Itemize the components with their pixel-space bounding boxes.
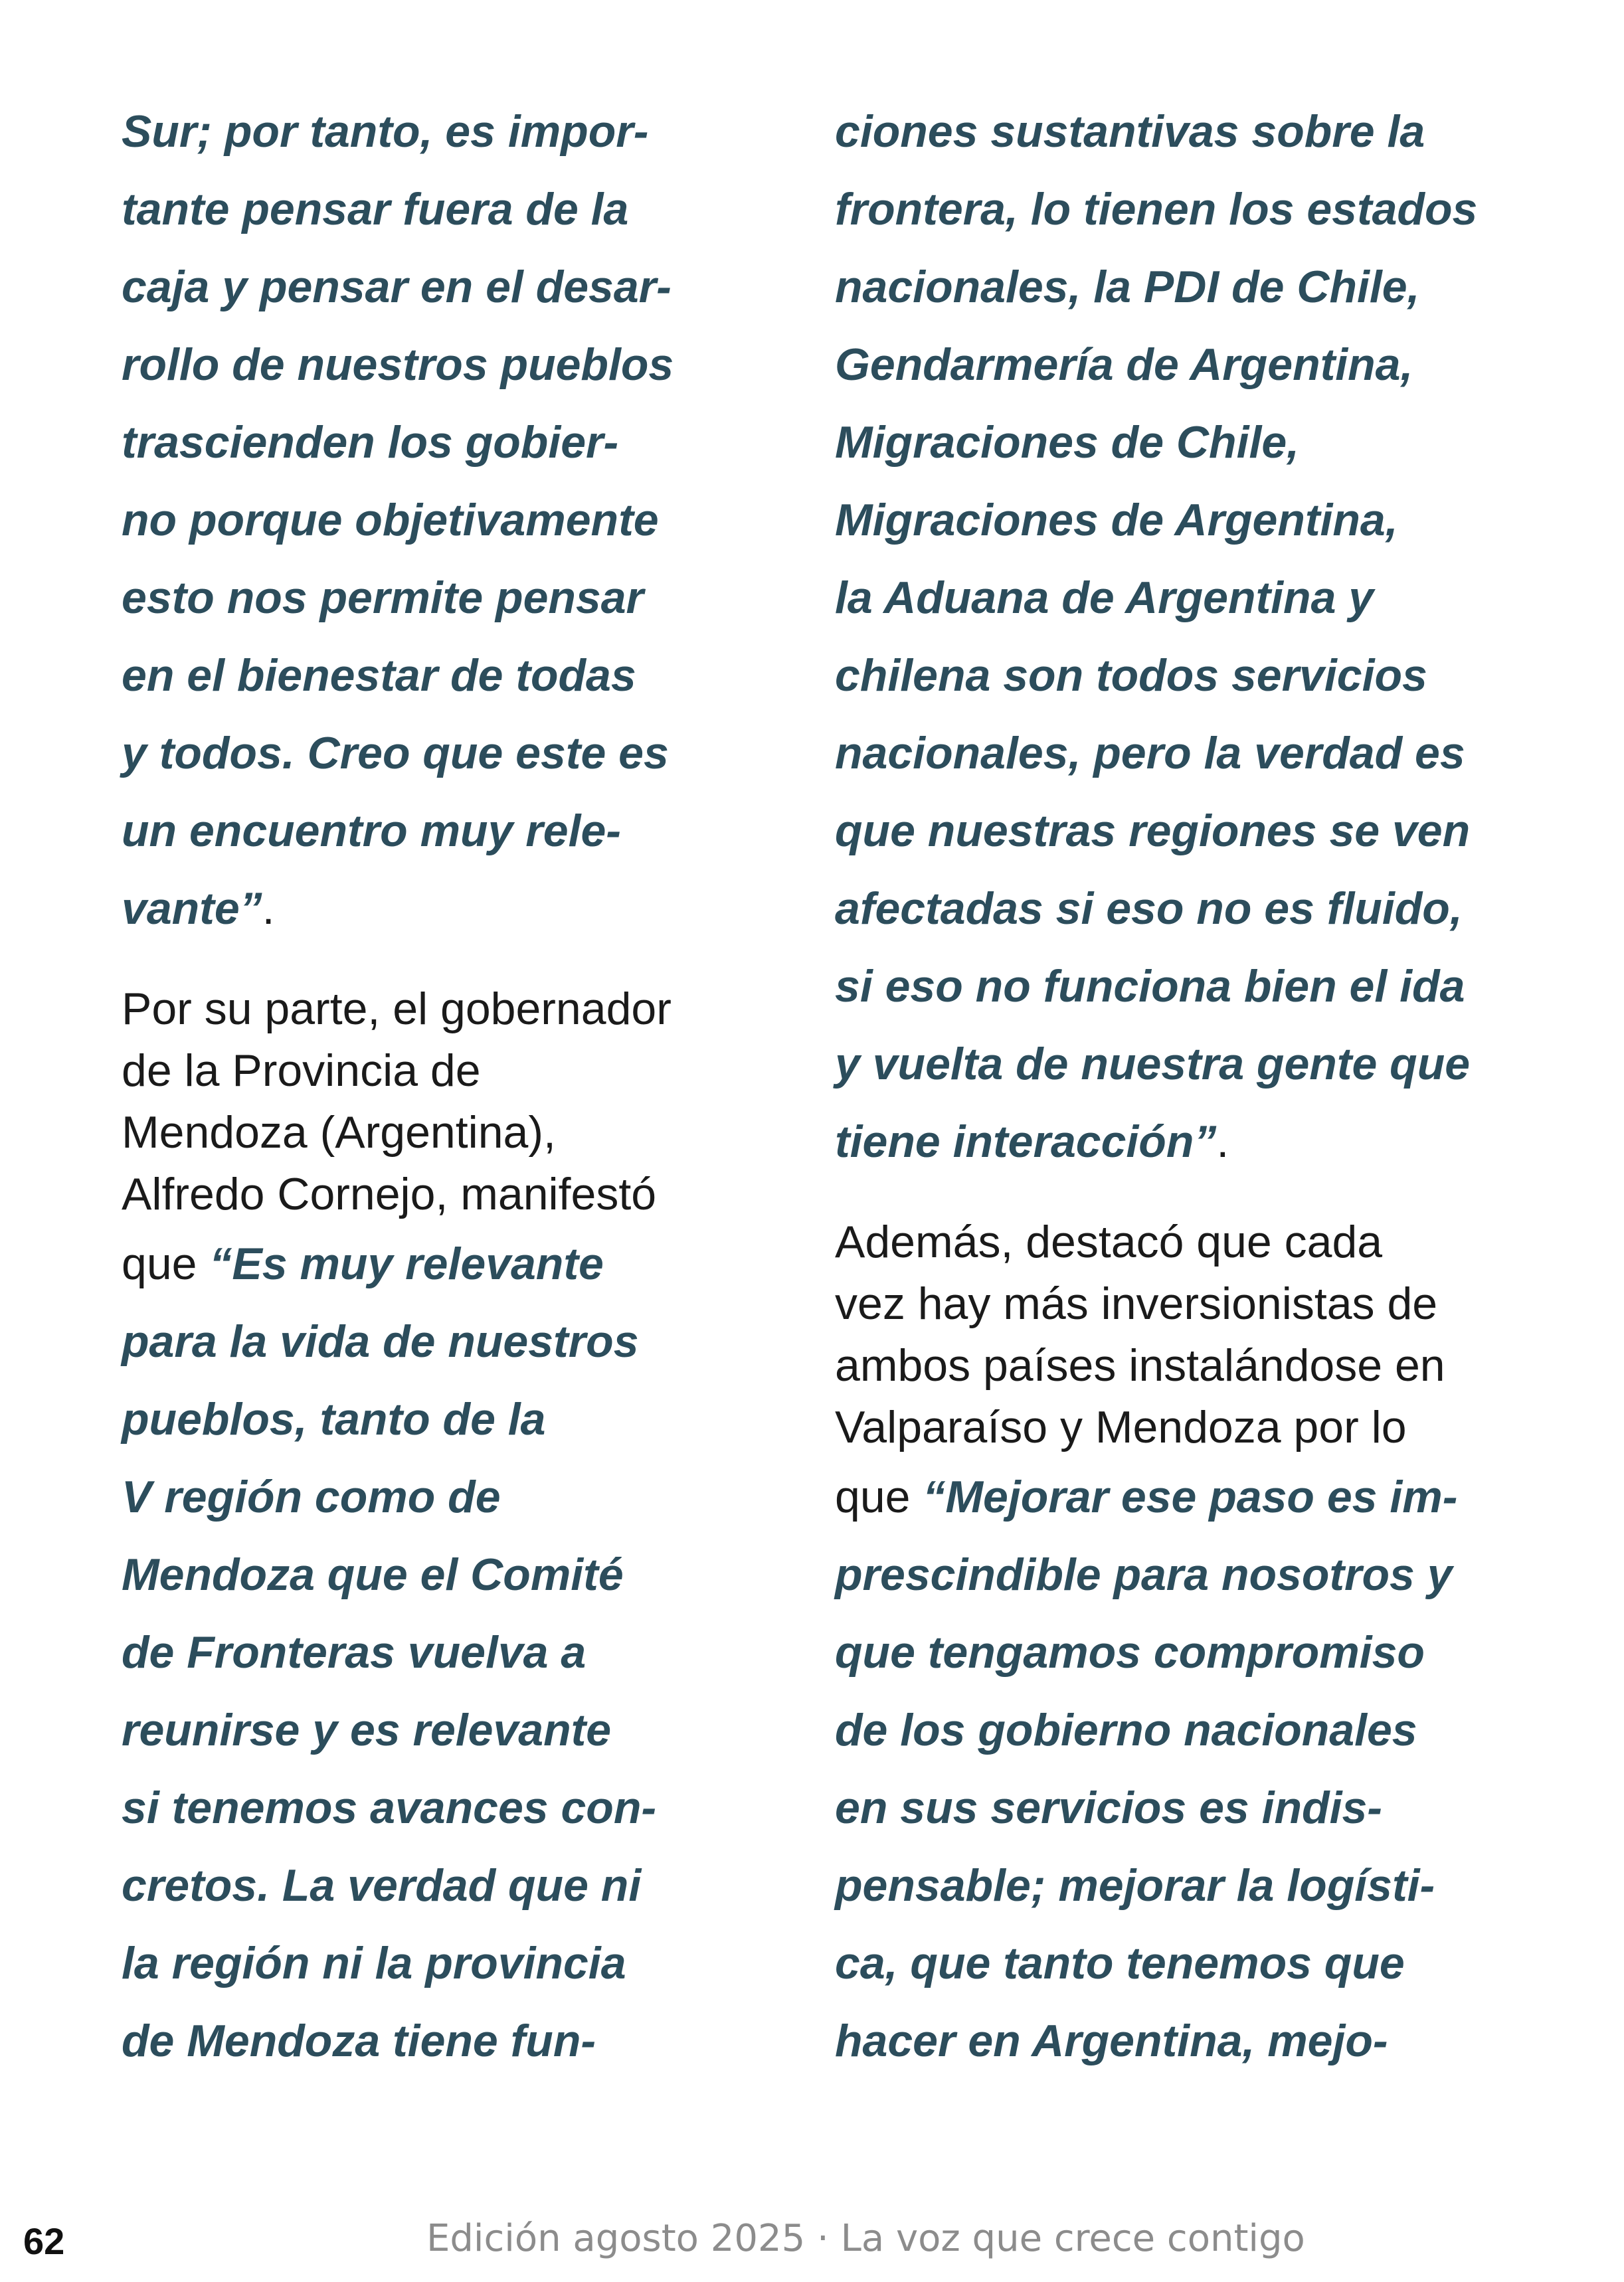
quote-line: hacer en Argentina, mejo- [835, 2016, 1388, 2066]
quote-line: esto nos permite pensar [122, 572, 644, 623]
quote-line: que nuestras regiones se ven [835, 806, 1471, 856]
quote-line: de los gobierno nacionales [835, 1705, 1417, 1755]
quote-end-punctuation: . [1216, 1116, 1229, 1167]
quote-line-start [835, 1458, 1572, 1536]
quote-line-end [835, 1103, 1572, 1181]
body-line: Además, destacó que cada [835, 1217, 1383, 1267]
quote-line: Gendarmería de Argentina, [835, 339, 1413, 390]
lead-word: que [122, 1239, 197, 1289]
quote-line: Mendoza que el Comité [122, 1549, 624, 1600]
quote-start-text: “Mejorar ese paso es im- [923, 1472, 1458, 1522]
quote-line: que tengamos compromiso [835, 1627, 1425, 1678]
quote-line: para la vida de nuestros [122, 1316, 639, 1367]
quote-line: nacionales, la PDI de Chile, [835, 262, 1420, 312]
quote-line: y vuelta de nuestra gente que [835, 1039, 1471, 1089]
right-column [835, 93, 1572, 2080]
quote-line: cretos. La verdad que ni [122, 1860, 642, 1911]
quote-line: Migraciones de Chile, [835, 417, 1300, 468]
quote-line: de Fronteras vuelva a [122, 1627, 586, 1678]
quote-line: en sus servicios es indis- [835, 1783, 1382, 1833]
page-footer [0, 2212, 1624, 2265]
quote-line: pensable; mejorar la logísti- [835, 1860, 1435, 1911]
quote-line: chilena son todos servicios [835, 650, 1427, 701]
quote-line: si tenemos avances con- [122, 1783, 657, 1833]
body-line: ambos países instalándose en [835, 1340, 1445, 1391]
quote-line: si eso no funciona bien el ida [835, 961, 1465, 1011]
paragraph-gap [122, 948, 746, 978]
quote-end-text: tiene interacción” [835, 1116, 1217, 1167]
lead-word: que [835, 1472, 911, 1522]
quote-line: pueblos, tanto de la [122, 1394, 546, 1445]
body-line: Por su parte, el gobernador [122, 984, 672, 1034]
body-line: de la Provincia de [122, 1045, 481, 1096]
quote-line: un encuentro muy rele- [122, 806, 621, 856]
quote-line: en el bienestar de todas [122, 650, 636, 701]
body-line: Alfredo Cornejo, manifestó [122, 1169, 657, 1219]
quote-line: Sur; por tanto, es impor- [122, 106, 649, 157]
quote-line: y todos. Creo que este es [122, 728, 669, 778]
quote-line: ciones sustantivas sobre la [835, 106, 1425, 157]
quote-start-text: “Es muy relevante [209, 1239, 604, 1289]
quote-line: de Mendoza tiene fun- [122, 2016, 596, 2066]
quote-line: prescindible para nosotros y [835, 1549, 1453, 1600]
quote-line: la región ni la provincia [122, 1938, 626, 1988]
quote-line: caja y pensar en el desar- [122, 262, 672, 312]
paragraph-gap [835, 1181, 1572, 1211]
quote-line: ca, que tanto tenemos que [835, 1938, 1405, 1988]
quote-line: la Aduana de Argentina y [835, 572, 1374, 623]
body-line: Valparaíso y Mendoza por lo [835, 1402, 1407, 1452]
quote-line: Migraciones de Argentina, [835, 495, 1398, 545]
quote-line: reunirse y es relevante [122, 1705, 612, 1755]
quote-line: tante pensar fuera de la [122, 184, 629, 234]
page-number: 62 [23, 2220, 65, 2262]
quote-line-start [122, 1225, 746, 1303]
quote-line: frontera, lo tienen los estados [835, 184, 1478, 234]
quote-line-end [122, 870, 746, 948]
body-line: Mendoza (Argentina), [122, 1107, 556, 1158]
quote-end-punctuation: . [262, 883, 275, 934]
left-column [122, 93, 746, 2080]
quote-line: no porque objetivamente [122, 495, 659, 545]
quote-line: trascienden los gobier- [122, 417, 619, 468]
quote-line: nacionales, pero la verdad es [835, 728, 1465, 778]
body-line: vez hay más inversionistas de [835, 1278, 1438, 1329]
quote-line: V región como de [122, 1472, 501, 1522]
quote-line: afectadas si eso no es fluido, [835, 883, 1463, 934]
footer-edition-text: Edición agosto 2025 · La voz que crece contigo [426, 2217, 1305, 2260]
quote-end-text: vante” [122, 883, 262, 934]
quote-line: rollo de nuestros pueblos [122, 339, 674, 390]
